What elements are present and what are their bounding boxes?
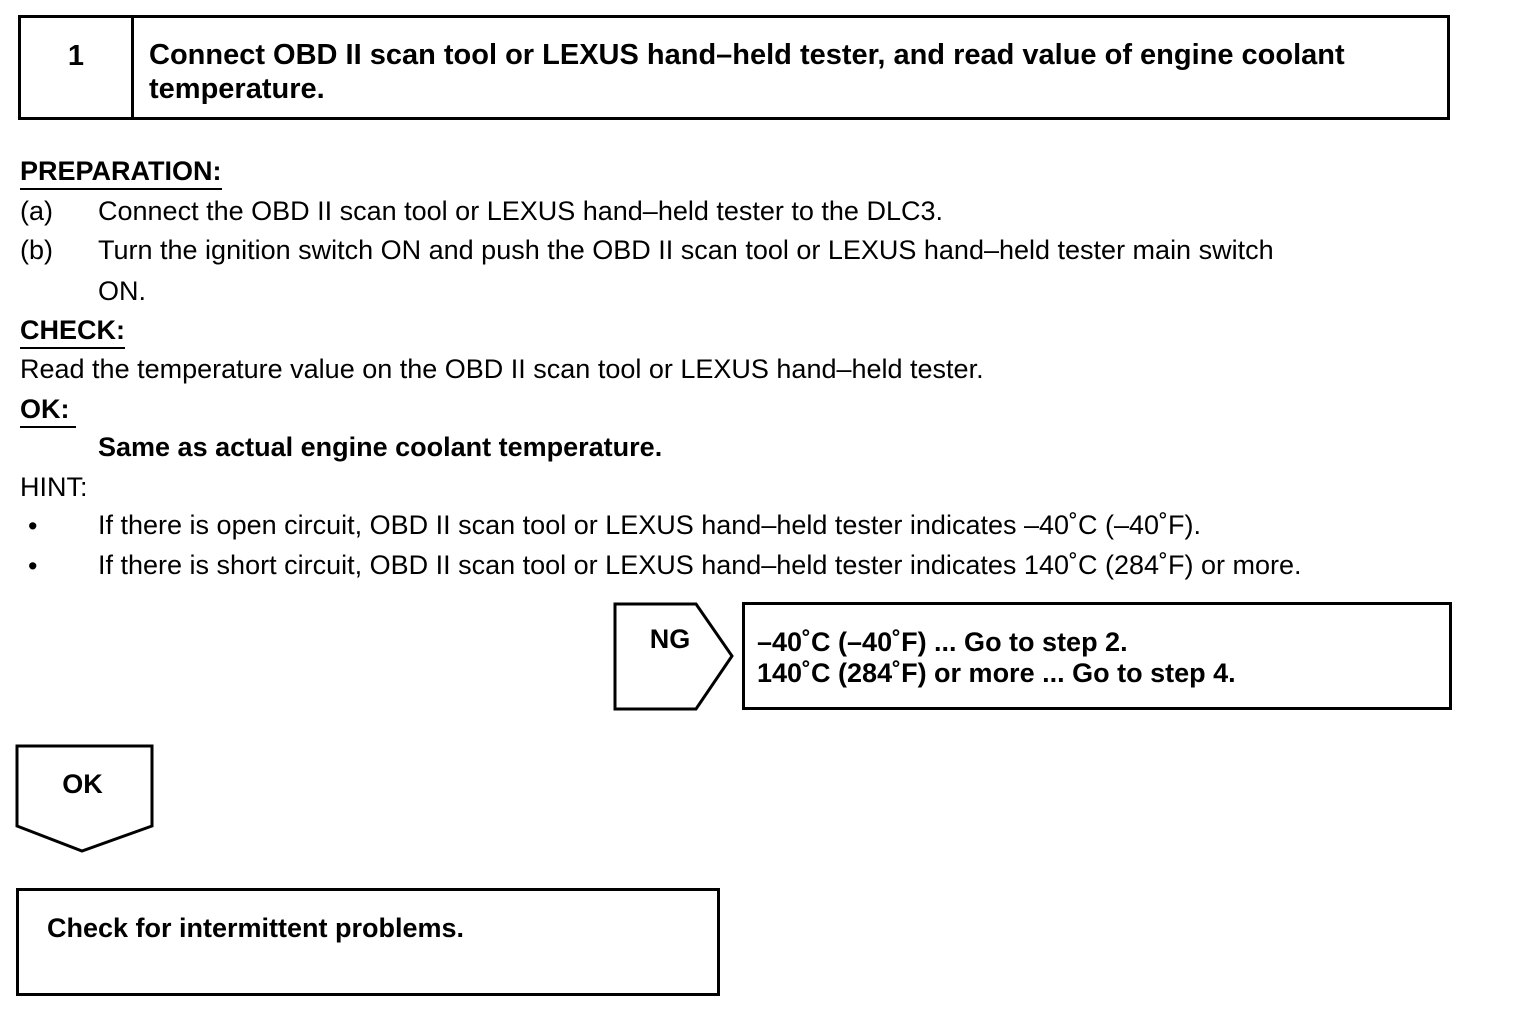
bullet-icon: • [28, 511, 38, 541]
check-heading: CHECK: [20, 315, 125, 349]
ok-label: OK [62, 769, 103, 799]
prep-item-a-marker: (a) [20, 196, 53, 226]
ng-result-line-2: 140˚C (284˚F) or more ... Go to step 4. [757, 658, 1236, 688]
next-action-text: Check for intermittent problems. [47, 913, 465, 943]
preparation-heading: PREPARATION: [20, 156, 222, 190]
prep-item-b-text-line1: Turn the ignition switch ON and push the OBD II scan tool or LEXUS hand–held tester main switch [98, 235, 1274, 265]
prep-item-b-text-line2: ON. [98, 276, 147, 306]
bullet-icon: • [28, 551, 38, 581]
ok-spec-text: Same as actual engine coolant temperature. [98, 432, 663, 462]
hint-bullet-1: If there is open circuit, OBD II scan tool or LEXUS hand–held tester indicates –40˚C (–40˚F). [98, 510, 1202, 540]
hint-heading: HINT: [20, 472, 88, 502]
ng-arrow-shape [612, 601, 738, 713]
step-header-box [18, 15, 1450, 120]
prep-item-b-marker: (b) [20, 235, 53, 265]
ok-heading: OK: [20, 394, 76, 428]
ok-arrow-shape [14, 743, 156, 855]
next-action-box [16, 888, 720, 996]
prep-item-a-text: Connect the OBD II scan tool or LEXUS hand–held tester to the DLC3. [98, 196, 943, 226]
check-text: Read the temperature value on the OBD II scan tool or LEXUS hand–held tester. [20, 354, 984, 384]
step-number: 1 [21, 18, 134, 117]
ng-result-box [742, 602, 1452, 710]
ng-label: NG [649, 624, 691, 654]
step-title: Connect OBD II scan tool or LEXUS hand–held tester, and read value of engine coolant temperature. [149, 39, 1345, 105]
hint-bullet-2: If there is short circuit, OBD II scan tool or LEXUS hand–held tester indicates 140˚C (284˚F) or more. [98, 550, 1302, 580]
ng-result-line-1: –40˚C (–40˚F) ... Go to step 2. [757, 627, 1128, 657]
